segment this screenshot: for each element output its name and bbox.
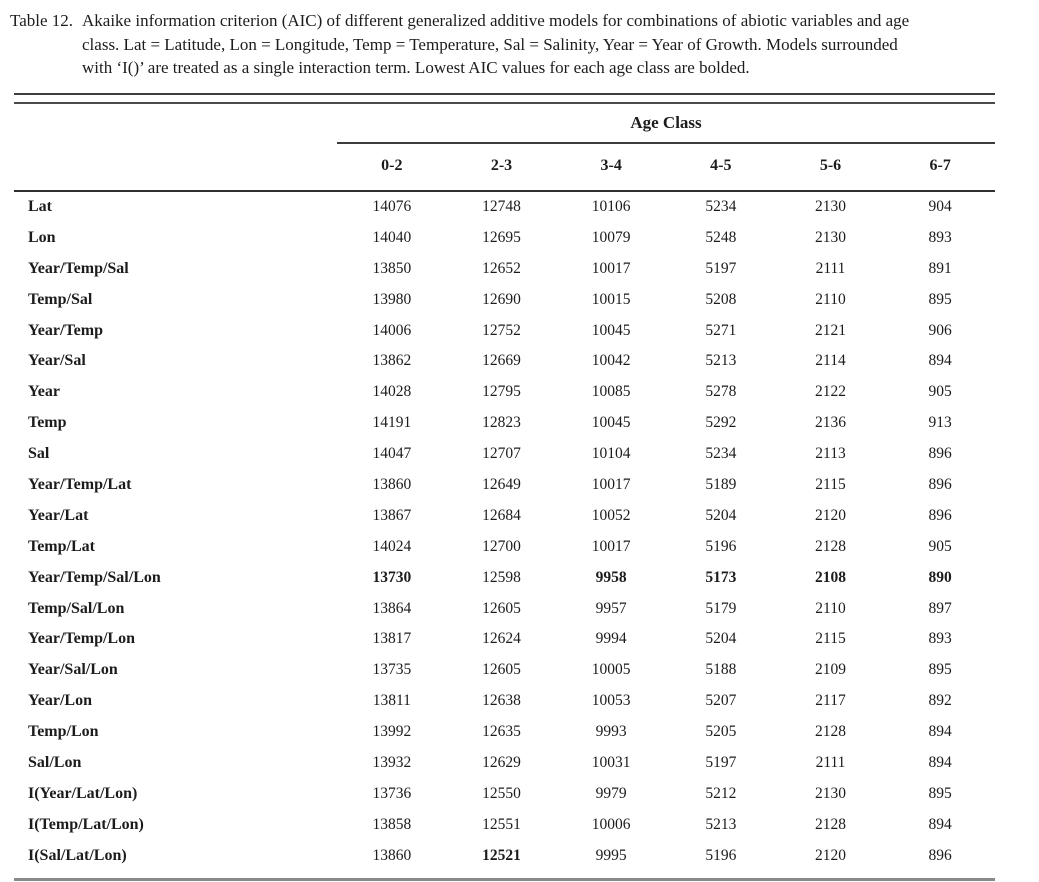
aic-value: 12649 [482, 475, 521, 493]
table-row [14, 624, 995, 655]
aic-value: 894 [928, 352, 952, 370]
aic-value: 10015 [591, 290, 631, 308]
aic-table [14, 93, 995, 882]
model-label: Sal/Lon [28, 753, 82, 771]
model-label: Lat [28, 197, 52, 215]
aic-value: 2117 [815, 692, 846, 710]
table-row [14, 531, 995, 562]
aic-value: 2108 [814, 568, 846, 586]
aic-value: 894 [928, 723, 952, 741]
aic-value: 2114 [815, 352, 846, 370]
aic-value: 12605 [482, 599, 521, 617]
caption-text [82, 9, 909, 80]
aic-value: 14047 [372, 445, 412, 463]
aic-value: 893 [928, 228, 952, 246]
aic-value: 890 [928, 568, 952, 586]
aic-value: 14028 [372, 383, 412, 401]
aic-value: 5205 [705, 723, 737, 741]
table-row [14, 748, 995, 779]
table-row [14, 778, 995, 809]
aic-value: 9993 [595, 723, 627, 741]
caption-label: Table 12. [10, 11, 74, 30]
aic-value: 2115 [815, 630, 846, 648]
aic-value: 13850 [372, 259, 412, 277]
aic-value: 904 [928, 197, 952, 215]
aic-value: 10005 [591, 661, 631, 679]
aic-value: 10104 [591, 445, 631, 463]
model-label: I(Sal/Lat/Lon) [28, 846, 127, 864]
aic-value: 5212 [705, 784, 737, 802]
aic-value: 13864 [372, 599, 412, 617]
aic-value: 13736 [372, 784, 412, 802]
aic-value: 5196 [705, 846, 737, 864]
group-header-spacer [14, 104, 337, 144]
aic-value: 10017 [591, 475, 631, 493]
aic-value: 10045 [591, 321, 631, 339]
aic-value: 14076 [372, 197, 412, 215]
model-label: Year/Temp/Sal/Lon [28, 568, 161, 586]
aic-value: 10006 [591, 815, 631, 833]
aic-value: 2120 [814, 846, 846, 864]
table-row [14, 500, 995, 531]
aic-value: 5188 [705, 661, 737, 679]
aic-value: 14006 [372, 321, 412, 339]
aic-value: 896 [928, 846, 952, 864]
model-label: Year/Sal [28, 352, 86, 370]
aic-value: 896 [928, 475, 952, 493]
aic-value: 906 [928, 321, 952, 339]
table-row [14, 562, 995, 593]
table-row [14, 686, 995, 717]
aic-value: 12684 [482, 506, 521, 524]
aic-value: 13862 [372, 352, 412, 370]
aic-value: 10045 [591, 414, 631, 432]
model-label: I(Temp/Lat/Lon) [28, 815, 144, 833]
aic-value: 895 [928, 290, 952, 308]
table-row [14, 439, 995, 470]
aic-value: 12752 [482, 321, 521, 339]
aic-value: 5248 [705, 228, 737, 246]
aic-value: 2115 [815, 475, 846, 493]
aic-value: 892 [928, 692, 952, 710]
table-row [14, 593, 995, 624]
aic-value: 10085 [591, 383, 631, 401]
aic-value: 9995 [595, 846, 627, 864]
aic-value: 2128 [814, 723, 846, 741]
aic-value: 13860 [372, 846, 412, 864]
aic-value: 895 [928, 661, 952, 679]
aic-value: 5173 [705, 568, 737, 586]
table-row [14, 284, 995, 315]
model-label: Year [28, 383, 60, 401]
aic-value: 13811 [372, 692, 411, 710]
aic-value: 9994 [595, 630, 627, 648]
model-label: Year/Temp [28, 321, 103, 339]
model-column-spacer [14, 144, 337, 190]
table-top-rule [14, 93, 995, 104]
aic-value: 5271 [705, 321, 737, 339]
aic-value: 13932 [372, 753, 412, 771]
model-label: I(Year/Lat/Lon) [28, 784, 138, 802]
table-row [14, 315, 995, 346]
paper-page [0, 9, 1039, 882]
aic-value: 896 [928, 506, 952, 524]
aic-value: 13735 [372, 661, 412, 679]
aic-value: 5278 [705, 383, 737, 401]
model-label: Year/Temp/Lon [28, 630, 135, 648]
model-label: Year/Lon [28, 692, 92, 710]
aic-value: 13817 [372, 630, 412, 648]
table-row [14, 408, 995, 439]
aic-value: 5234 [705, 197, 737, 215]
aic-value: 10052 [591, 506, 631, 524]
aic-value: 12550 [482, 784, 521, 802]
aic-value: 12629 [482, 753, 521, 771]
model-label: Year/Temp/Sal [28, 259, 129, 277]
age-class-column-header: 0-2 [381, 156, 403, 174]
aic-value: 12551 [482, 815, 521, 833]
aic-value: 2110 [815, 599, 846, 617]
aic-value: 10031 [591, 753, 631, 771]
aic-value: 5179 [705, 599, 737, 617]
aic-value: 12652 [482, 259, 521, 277]
aic-value: 2128 [814, 537, 846, 555]
table-caption [10, 9, 1010, 80]
table-row [14, 346, 995, 377]
aic-value: 891 [928, 259, 952, 277]
aic-value: 13858 [372, 815, 412, 833]
model-label: Temp/Lon [28, 723, 99, 741]
aic-value: 5204 [705, 506, 737, 524]
aic-value: 2130 [814, 197, 846, 215]
age-class-column-header: 2-3 [490, 156, 513, 174]
aic-value: 2110 [815, 290, 846, 308]
aic-value: 13860 [372, 475, 412, 493]
aic-value: 10017 [591, 537, 631, 555]
aic-value: 2128 [814, 815, 846, 833]
aic-value: 896 [928, 445, 952, 463]
aic-value: 5213 [705, 352, 737, 370]
model-label: Temp/Sal [28, 290, 93, 308]
aic-value: 2111 [815, 753, 846, 771]
aic-value: 10042 [591, 352, 631, 370]
aic-value: 10079 [591, 228, 631, 246]
group-header-row [14, 104, 995, 144]
aic-value: 2136 [814, 414, 846, 432]
aic-value: 13730 [372, 568, 412, 586]
table-row [14, 655, 995, 686]
table-row [14, 222, 995, 253]
aic-value: 13980 [372, 290, 412, 308]
table-row [14, 809, 995, 840]
model-label: Lon [28, 228, 56, 246]
table-body [14, 192, 995, 872]
aic-value: 14191 [372, 414, 412, 432]
caption-line: with ‘I()’ are treated as a single interaction term. Lowest AIC values for each age class are bolded. [82, 58, 750, 77]
aic-value: 894 [928, 753, 952, 771]
aic-value: 10053 [591, 692, 631, 710]
aic-value: 2121 [814, 321, 846, 339]
aic-value: 5196 [705, 537, 737, 555]
table-row [14, 717, 995, 748]
aic-value: 14040 [372, 228, 412, 246]
aic-value: 12624 [482, 630, 521, 648]
model-label: Year/Temp/Lat [28, 475, 132, 493]
aic-value: 893 [928, 630, 952, 648]
aic-value: 14024 [372, 537, 412, 555]
model-label: Temp/Lat [28, 537, 95, 555]
aic-value: 12605 [482, 661, 521, 679]
aic-value: 12695 [482, 228, 521, 246]
age-class-column-header: 6-7 [929, 156, 951, 174]
table-bottom-rule [14, 878, 995, 881]
aic-value: 10106 [591, 197, 631, 215]
aic-value: 2111 [815, 259, 846, 277]
aic-value: 905 [928, 383, 952, 401]
aic-value: 12635 [482, 723, 521, 741]
model-label: Temp [28, 414, 67, 432]
caption-line: Akaike information criterion (AIC) of different generalized additive models for combinations of abiotic variables and age [82, 11, 910, 30]
caption-line: class. Lat = Latitude, Lon = Longitude, Temp = Temperature, Sal = Salinity, Year = Year of Growth. Models surrounded [82, 34, 898, 54]
aic-value: 2109 [814, 661, 846, 679]
aic-value: 5197 [705, 259, 737, 277]
aic-value: 5207 [705, 692, 737, 710]
model-label: Temp/Sal/Lon [28, 599, 125, 617]
table-row [14, 192, 995, 223]
aic-value: 5292 [705, 414, 737, 432]
aic-value: 12638 [482, 692, 521, 710]
table-row [14, 377, 995, 408]
aic-value: 12690 [482, 290, 521, 308]
aic-value: 5189 [705, 475, 737, 493]
age-class-column-header: 4-5 [710, 156, 732, 174]
aic-value: 5208 [705, 290, 737, 308]
model-label: Year/Sal/Lon [28, 661, 118, 679]
aic-value: 897 [928, 599, 952, 617]
aic-value: 10017 [591, 259, 631, 277]
model-label: Sal [28, 445, 50, 463]
model-label: Year/Lat [28, 506, 89, 524]
aic-value: 13992 [372, 723, 412, 741]
aic-value: 895 [928, 784, 952, 802]
aic-value: 12707 [482, 445, 521, 463]
aic-value: 2113 [815, 445, 846, 463]
table-row [14, 253, 995, 284]
column-header-row [14, 144, 995, 192]
table-row [14, 840, 995, 871]
aic-value: 12598 [482, 568, 521, 586]
aic-value: 2130 [814, 784, 846, 802]
aic-value: 12669 [482, 352, 521, 370]
age-class-column-header: 3-4 [600, 156, 622, 174]
aic-value: 5234 [705, 445, 737, 463]
aic-value: 12700 [482, 537, 521, 555]
aic-value: 12795 [482, 383, 521, 401]
aic-value: 2120 [814, 506, 846, 524]
aic-value: 12823 [482, 414, 521, 432]
aic-value: 5204 [705, 630, 737, 648]
aic-value: 905 [928, 537, 952, 555]
aic-value: 12521 [482, 846, 521, 864]
aic-value: 5197 [705, 753, 737, 771]
table-row [14, 470, 995, 501]
aic-value: 9957 [595, 599, 627, 617]
aic-value: 913 [928, 414, 952, 432]
aic-value: 2122 [814, 383, 846, 401]
aic-value: 5213 [705, 815, 737, 833]
aic-value: 9958 [595, 568, 627, 586]
aic-value: 9979 [595, 784, 627, 802]
aic-value: 13867 [372, 506, 412, 524]
age-class-header: Age Class [337, 104, 995, 144]
aic-value: 2130 [814, 228, 846, 246]
age-class-column-header: 5-6 [819, 156, 842, 174]
aic-value: 894 [928, 815, 952, 833]
aic-value: 12748 [482, 197, 521, 215]
